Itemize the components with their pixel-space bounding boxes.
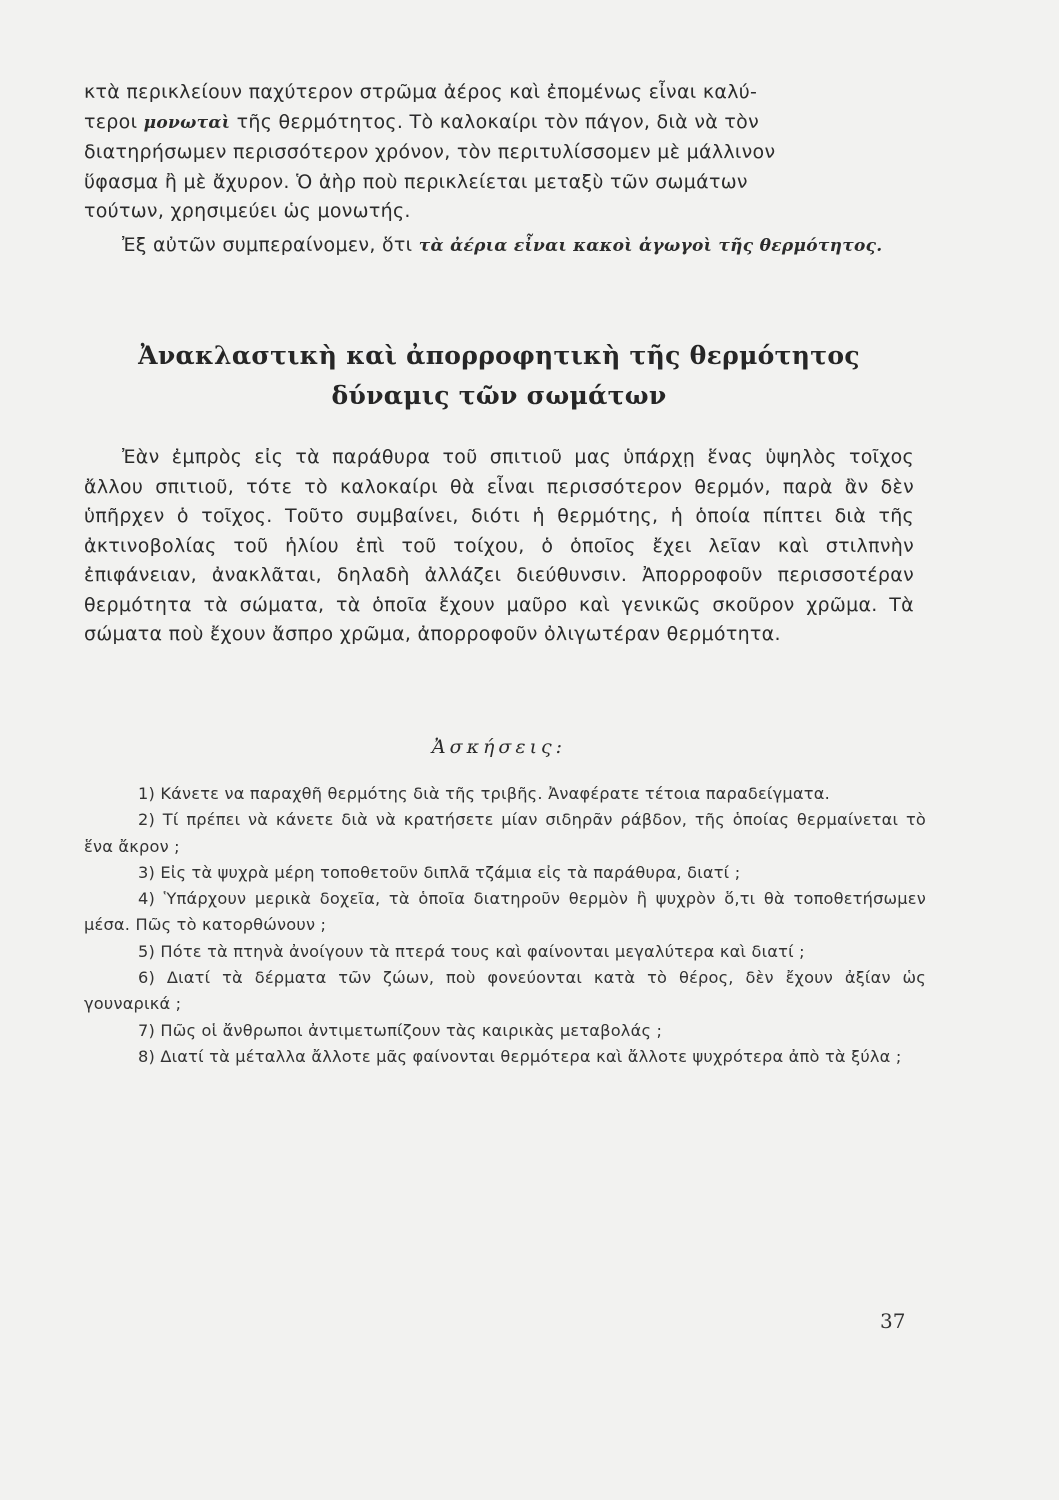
emphasis-conclusion: τὰ ἀέρια εἶναι κακοὶ ἀγωγοὶ τῆς θερμότητος.: [418, 235, 883, 256]
exercise-item: 1) Κάνετε να παραχθῆ θερμότης διὰ τῆς τριβῆς. Ἀναφέρατε τέτοια παραδείγματα.: [138, 784, 830, 803]
exercises-title: Ἀσκήσεις:: [431, 736, 567, 758]
text-line-content: ὕφασμα ἢ μὲ ἄχυρον. Ὁ ἀὴρ ποὺ περικλείεται μεταξὺ τῶν σωμάτων: [84, 170, 748, 193]
text-span: Ἐξ αὐτῶν συμπεραίνομεν, ὅτι: [122, 233, 419, 256]
body-paragraph-block: [84, 443, 914, 650]
page-number: 37: [880, 1309, 906, 1333]
exercise-item: 2) Τί πρέπει νὰ κάνετε διὰ νὰ κρατήσετε μίαν σιδηρᾶν ράβδον, τῆς ὁποίας θερμαίνεται τὸ ἕνα ἄκρον ;: [84, 810, 926, 856]
emphasis-term: μονωταὶ: [143, 112, 231, 133]
body-paragraph: Ἐὰν ἐμπρὸς εἰς τὰ παράθυρα τοῦ σπιτιοῦ μας ὑπάρχῃ ἕνας ὑψηλὸς τοῖχος ἄλλου σπιτιοῦ, τότε τὸ καλοκαίρι θὰ εἶναι περισσότερον θερμόν, παρὰ ἂν δὲν ὑπῆρχεν ὁ τοῖχος. Τοῦτο συμβαίνει, διότι ἡ θερμότης, ἡ ὁποία πίπτει διὰ τῆς ἀκτινοβολίας τοῦ ἡλίου ἐπὶ τοῦ τοίχου, ὁ ὁποῖος ἔχει λεῖαν καὶ στιλπνὴν ἐπιφάνειαν, ἀνακλᾶται, δηλαδὴ ἀλλάζει διεύθυνσιν. Ἀπορροφοῦν περισσοτέραν θερμότητα τὰ σώματα, τὰ ὁποῖα ἔχουν μαῦρο καὶ γενικῶς σκοῦρον χρῶμα. Τὰ σώματα ποὺ ἔχουν ἄσπρο χρῶμα, ἀπορροφοῦν ὀλιγωτέραν θερμότητα.: [84, 446, 914, 645]
text-line: [84, 168, 914, 198]
text-line: [84, 108, 914, 139]
text-line: [84, 197, 914, 227]
text-line-content: τούτων, χρησιμεύει ὡς μονωτής.: [84, 200, 411, 222]
exercise-item: 6) Διατί τὰ δέρματα τῶν ζώων, ποὺ φονεύονται κατὰ τὸ θέρος, δὲν ἔχουν ἀξίαν ὡς γουναρικά ;: [84, 968, 926, 1014]
text-line: [84, 138, 914, 168]
section-heading-line-2: δύναμις τῶν σωμάτων: [331, 381, 667, 410]
text-span: τῆς θερμότητος. Τὸ καλοκαίρι τὸν πάγον, διὰ νὰ τὸν: [230, 110, 760, 133]
text-line: [84, 78, 914, 108]
intro-paragraph: [84, 78, 914, 261]
text-line-content: κτὰ περικλείουν παχύτερον στρῶμα ἀέρος καὶ ἐπομένως εἶναι καλύ-: [84, 81, 758, 103]
exercise-item: 8) Διατί τὰ μέταλλα ἄλλοτε μᾶς φαίνονται θερμότερα καὶ ἄλλοτε ψυχρότερα ἀπὸ τὰ ξύλα ;: [138, 1046, 902, 1066]
exercise-item: 4) Ὑπάρχουν μερικὰ δοχεῖα, τὰ ὁποῖα διατηροῦν θερμὸν ἢ ψυχρὸν ὅ,τι θὰ τοποθετήσωμεν μέσα. Πῶς τὸ κατορθώνουν ;: [84, 889, 926, 935]
text-span: τεροι: [84, 110, 144, 133]
section-heading: [84, 336, 914, 416]
section-heading-line-1: Ἀνακλαστικὴ καὶ ἀπορροφητικὴ τῆς θερμότητος: [138, 341, 860, 370]
text-line-content: διατηρήσωμεν περισσότερον χρόνον, τὸν περιτυλίσσομεν μὲ μάλλινον: [84, 141, 776, 163]
exercises-list: [84, 781, 926, 1070]
conclusion-paragraph: [84, 231, 914, 262]
exercise-item: 7) Πῶς οἱ ἄνθρωποι ἀντιμετωπίζουν τὰς καιρικὰς μεταβολάς ;: [138, 1020, 663, 1040]
exercise-item: 5) Πότε τὰ πτηνὰ ἀνοίγουν τὰ πτερά τους καὶ φαίνονται μεγαλύτερα καὶ διατί ;: [138, 941, 805, 961]
exercise-item: 3) Εἰς τὰ ψυχρὰ μέρη τοποθετοῦν διπλᾶ τζάμια εἰς τὰ παράθυρα, διατί ;: [138, 862, 741, 882]
